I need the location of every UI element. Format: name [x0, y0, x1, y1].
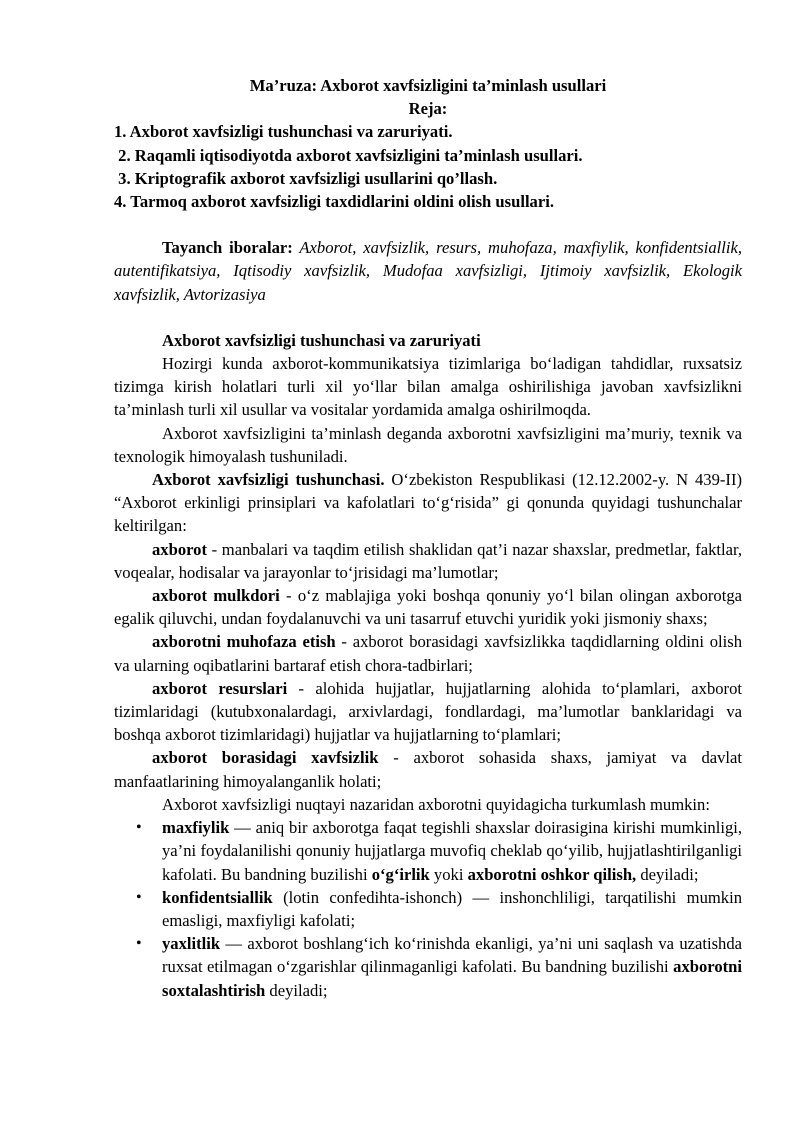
definition-term: axborot borasidagi xavfsizlik — [152, 748, 379, 768]
paragraph-law — [114, 468, 742, 538]
definition-item — [114, 677, 742, 747]
definition-term: axborot — [152, 539, 208, 559]
definition-term: axborot mulkdori — [152, 586, 280, 606]
keywords-label: Tayanch iboralar: — [162, 238, 293, 258]
list-item-text: (lotin confedihta-ishonch) — inshonchliligi, tarqatilishi mumkin emasligi, maxfiyligi kafolati; — [162, 887, 742, 930]
plan-item: 3. Kriptografik axborot xavfsizligi usullarini qo’llash. — [114, 168, 498, 188]
list-item-emphasis: o‘g‘irlik — [371, 864, 430, 884]
definition-item — [114, 746, 742, 792]
list-item-emphasis: axborotni soxtalashtirish — [162, 957, 742, 1000]
document-body — [114, 74, 742, 1002]
definition-text: - alohida hujjatlar, hujjatlarning alohida to‘plamlari, axborot tizimlaridagi (kutubxonalardagi, arxivlardagi, fondlardagi, ma’lumotlar banklaridagi va boshqa axborot tizimlaridagi) hujjatlar va hujjatlarning to‘plamlari; — [114, 678, 742, 745]
law-text: O‘zbekiston Respublikasi (12.12.2002-y. N 439-II) “Axborot erkinligi prinsiplari va kafolatlari to‘g‘risida” gi qonunda quyidagi tushunchalar keltirilgan: — [114, 470, 742, 536]
plan-item: 2. Raqamli iqtisodiyotda axborot xavfsizligini ta’minlash usullari. — [114, 145, 583, 165]
list-item — [114, 932, 742, 1002]
paragraph-intro: Hozirgi kunda axborot-kommunikatsiya tizimlariga bo‘ladigan tahdidlar, ruxsatsiz tizimga kirish holatlari turli xil yo‘llar bilan amalga oshirilishiga javoban xavfsizlikni ta’minlash turli xil usullar va vositalar yordamida amalga oshirilmoqda. — [114, 354, 742, 420]
list-item-emphasis: axborotni oshkor qilish, — [467, 864, 637, 884]
bullet-icon: • — [136, 888, 142, 906]
list-item-text: yoki — [429, 864, 468, 884]
list-item-term: maxfiylik — [162, 818, 230, 838]
law-heading: Axborot xavfsizligi tushunchasi. — [152, 470, 385, 490]
keywords-text: Axborot, xavfsizlik, resurs, muhofaza, maxfiylik, konfidentsiallik, autentifikatsiya, Iqtisodiy xavfsizlik, Mudofaa xavfsizligi, Ijtimoiy xavfsizlik, Ekologik xavfsizlik, Avtorizasiya — [114, 238, 742, 304]
paragraph-classification: Axborot xavfsizligi nuqtayi nazaridan axborotni quyidagicha turkumlash mumkin: — [162, 794, 710, 814]
section-heading — [114, 329, 742, 352]
definition-text: - axborot borasidagi xavfsizlikka taqdidlarning oldini olish va ularning oqibatlarini bartaraf etish chora-tadbirlari; — [114, 632, 742, 675]
definition-text: - manbalari va taqdim etilish shaklidan qat’i nazar shaxslar, predmetlar, faktlar, voqealar, hodisalar va jarayonlar to‘jrisidagi ma’lumotlar; — [114, 539, 742, 582]
list-item-term: konfidentsiallik — [162, 887, 273, 907]
definition-item — [114, 538, 742, 584]
plan-item: 4. Tarmoq axborot xavfsizligi taxdidlarini oldini olish usullari. — [114, 192, 554, 212]
list-item-text: deyiladi; — [636, 864, 699, 884]
bullet-icon: • — [136, 819, 142, 837]
list-item-text: deyiladi; — [265, 980, 328, 1000]
definition-item — [114, 630, 742, 676]
plan-list — [114, 120, 742, 213]
list-item — [114, 816, 742, 886]
definition-term: axborot resurslari — [152, 678, 288, 698]
bullet-icon: • — [136, 935, 142, 953]
spacer — [114, 213, 742, 236]
list-item-text: — aniq bir axborotga faqat tegishli shaxslar doirasigina kirishi mumkinligi, ya’ni foydalanilishi qonuniy hujjatlarga muvofiq cheklab qo‘yilib, hujjatlashtirilganligi kafolati. Bu bandning buzilishi — [162, 818, 742, 884]
list-item-text: — axborot boshlang‘ich ko‘rinishda ekanligi, ya’ni uni saqlash va uzatishda ruxsat etilmagan o‘zgarishlar qilinmaganligi kafolati. Bu bandning buzilishi — [162, 934, 742, 977]
spacer — [114, 306, 742, 329]
plan-item: 1. Axborot xavfsizligi tushunchasi va zaruriyati. — [114, 122, 453, 142]
keywords-paragraph — [114, 236, 742, 306]
classification-list — [114, 816, 742, 1002]
definition-text: - axborot sohasida shaxs, jamiyat va davlat manfaatlarining himoyalanganlik holati; — [114, 748, 742, 791]
list-item — [114, 886, 742, 932]
lecture-title: Ma’ruza: Axborot xavfsizligini ta’minlash usullari — [249, 76, 607, 95]
section-heading-text: Axborot xavfsizligi tushunchasi va zaruriyati — [162, 330, 481, 350]
list-item-term: yaxlitlik — [162, 934, 221, 954]
definition-term: axborotni muhofaza etish — [152, 632, 336, 652]
definition-item — [114, 584, 742, 630]
plan-label: Reja: — [408, 99, 448, 119]
paragraph-definition: Axborot xavfsizligini ta’minlash deganda axborotni xavfsizligini ma’muriy, texnik va texnologik himoyalash tushuniladi. — [114, 423, 742, 466]
definition-text: - o‘z mablajiga yoki boshqa qonuniy yo‘l bilan olingan axborotga egalik qiluvchi, undan foydalanuvchi va uni tasarruf etuvchi yuridik yoki jismoniy shaxs; — [114, 586, 742, 629]
